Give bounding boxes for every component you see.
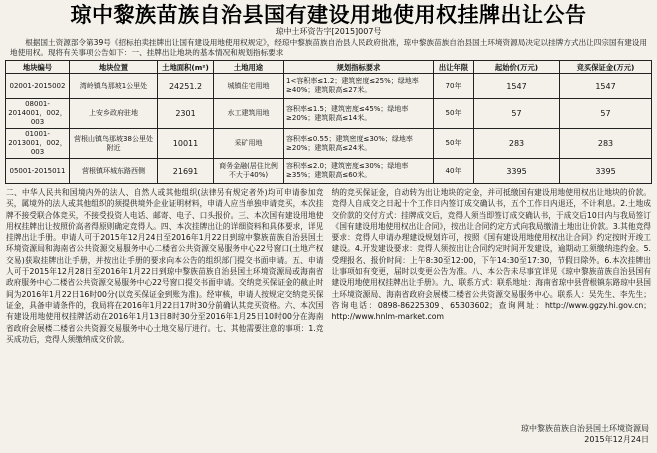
cell-start-price: 3395: [474, 159, 560, 184]
header-plan: 规划指标要求: [284, 61, 434, 74]
cell-area: 21691: [158, 159, 214, 184]
table-row: [6, 129, 652, 159]
table-row: [6, 159, 652, 184]
cell-location: 营根山镇鸟那坡38公里处附近: [70, 129, 158, 159]
signature-date: 2015年12月24日: [584, 435, 649, 444]
header-area: 土地面积(m²): [158, 61, 214, 74]
body-right-wrapper: [332, 187, 652, 445]
cell-start-price: 57: [474, 99, 560, 129]
header-use: 土地用途: [214, 61, 284, 74]
cell-deposit: 283: [560, 129, 652, 159]
cell-term: 70年: [434, 74, 474, 99]
cell-term: 50年: [434, 99, 474, 129]
cell-use: 商务金融(居住比例不大于40%): [214, 159, 284, 184]
cell-area: 10011: [158, 129, 214, 159]
cell-deposit: 1547: [560, 74, 652, 99]
cell-use: 城镇住宅用地: [214, 74, 284, 99]
announcement-title: 琼中黎族苗族自治县国有建设用地使用权挂牌出让公告: [70, 2, 587, 27]
cell-plan: 容积率≤1.5；建筑密度≤45%；绿地率≥20%；建筑限高≤14米。: [284, 99, 434, 129]
header-location: 地块位置: [70, 61, 158, 74]
cell-area: 2301: [158, 99, 214, 129]
cell-term: 40年: [434, 159, 474, 184]
header-term: 出让年限: [434, 61, 474, 74]
header-start-price: 起始价(万元): [474, 61, 560, 74]
cell-code: 08001-2014001，002，003: [6, 99, 70, 129]
cell-plan: 容积率≤0.55；建筑密度≤30%；绿地率≥20%；建筑限高≤24米。: [284, 129, 434, 159]
cell-start-price: 1547: [474, 74, 560, 99]
cell-use: 采矿用地: [214, 129, 284, 159]
cell-code: 01001-2013001，002，003: [6, 129, 70, 159]
body-right-column: 纳的竞买保证金，自动转为出让地块的定金，并可抵缴国有建设用地使用权出让地块的价款。竞得人自成交之日起十个工作日内签订成交确认书，五个工作日内退还，不计利息。2.土地成交价款的交付方式：挂牌成交后，竞得人须当即签订成交确认书，于成交后10日内与我局签订《国有建设用地使用权出让合同》，按出让合同约定方式向我局缴清土地出让价款。3.其他竞得要求：竞得人申请办理建设规划许可，按照《国有建设用地使用权出让合同》约定按时开竣工建设。4.开发建设要求：竞得人须按出让合同约定时间开发建设，逾期动工须缴纳违约金。5.受理报名、报价时间：上午8:30至12:00，下午14:30至17:30，节假日除外。6.本次挂牌出让事项如有变更，届时以变更公告为准。八、本公告未尽事宜详见《琼中黎族苗族自治县国有建设用地使用权挂牌出让手册》。九、联系方式：联系地址：海南省琼中县营根镇东路琼中县国土环境资源局、海南省政府会展楼二楼省公共资源交易服务中心。联系人：吴先生、李先生；咨询电话：0898-86225309、65303602；查询网址：http://www.ggzy.hi.gov.cn；http://www.hnlm-market.com: [331, 188, 651, 322]
body-columns: [4, 187, 653, 445]
cell-use: 水工建筑用地: [214, 99, 284, 129]
cell-location: 营根镇环城东路西侧: [70, 159, 158, 184]
cell-location: 上安乡政府驻地: [70, 99, 158, 129]
cell-plan: 1<容积率≤1.2；建筑密度≤25%；绿地率≥40%；建筑限高≤27米。: [284, 74, 434, 99]
cell-code: 02001-2015002: [6, 74, 70, 99]
header-deposit: 竞买保证金(万元): [560, 61, 652, 74]
cell-term: 50年: [434, 129, 474, 159]
cell-deposit: 3395: [560, 159, 652, 184]
cell-location: 湾岭镇鸟那坡1公里处: [70, 74, 158, 99]
cell-code: 05001-2015011: [6, 159, 70, 184]
table-row: [6, 99, 652, 129]
cell-area: 24251.2: [158, 74, 214, 99]
cell-plan: 容积率≤2.0；建筑密度≤30%；绿地率≥35%；建筑限高≤60米。: [284, 159, 434, 184]
table-header-row: [6, 61, 652, 74]
table-row: [6, 74, 652, 99]
cell-start-price: 283: [474, 129, 560, 159]
body-left-column: 二、中华人民共和国境内外的法人、自然人或其他组织(法律另有规定者外)均可申请参加竞买，属境外的法人或其他组织的须提供境外企业证明材料，申请人应当单独申请竞买，本次挂牌不接受联合体竞买，不接受投资人电话、邮寄、电子、口头报价。三、本次国有建设用地使用权挂牌出让按照价高者得原则确定竞得人。四、本次挂牌出让的详细资料和具体要求，详见挂牌出让手册。申请人可于2015年12月24日至2016年1月22日到琼中黎族苗族自治县国土环境资源局和海南省公共资源交易服务中心二楼省公共资源交易服务中心22号窗口(土地产权交易)获取挂牌出让手册，并按出让手册的要求向本公告的组织部门提交书面申请。五、申请人可于2015年12月28日至2016年1月22日到琼中黎族苗族自治县国土环境资源局或海南省政府服务中心二楼省公共资源交易服务中心22号窗口提交书面申请。交纳竞买保证金的截止时间为2016年1月22日16时00分(以竞买保证金到账为准)。经审核，申请人按规定交纳竞买保证金，具备申请条件的，我局将在2016年1月22日17时30分前确认其竞买资格。六、本次国有建设用地使用权挂牌活动在2016年1月13日8时30分至2016年1月25日10时00分在海南省政府会展楼二楼省公共资源交易服务中心土地交易厅进行。七、其他需要注意的事项：1.竞买成功后，竞得人须缴纳成交价款。: [6, 188, 324, 344]
cell-deposit: 57: [560, 99, 652, 129]
parcel-table: [5, 60, 652, 184]
intro-paragraph: 根据国土资源部令第39号《招标拍卖挂牌出让国有建设用地使用权规定》，经琼中黎族苗族自治县人民政府批准，琼中黎族苗族自治县国土环境资源局决定以挂牌方式出让四宗国有建设用地使用权。现将有关事项公告如下：一、挂牌出让地块的基本情况和规划指标要求: [10, 38, 647, 57]
header-code: 地块编号: [6, 61, 70, 74]
signature-org: 琼中黎族苗族自治县国土环境资源局: [521, 424, 649, 433]
document-number: 琼中土环资告字[2015]007号: [275, 27, 382, 36]
